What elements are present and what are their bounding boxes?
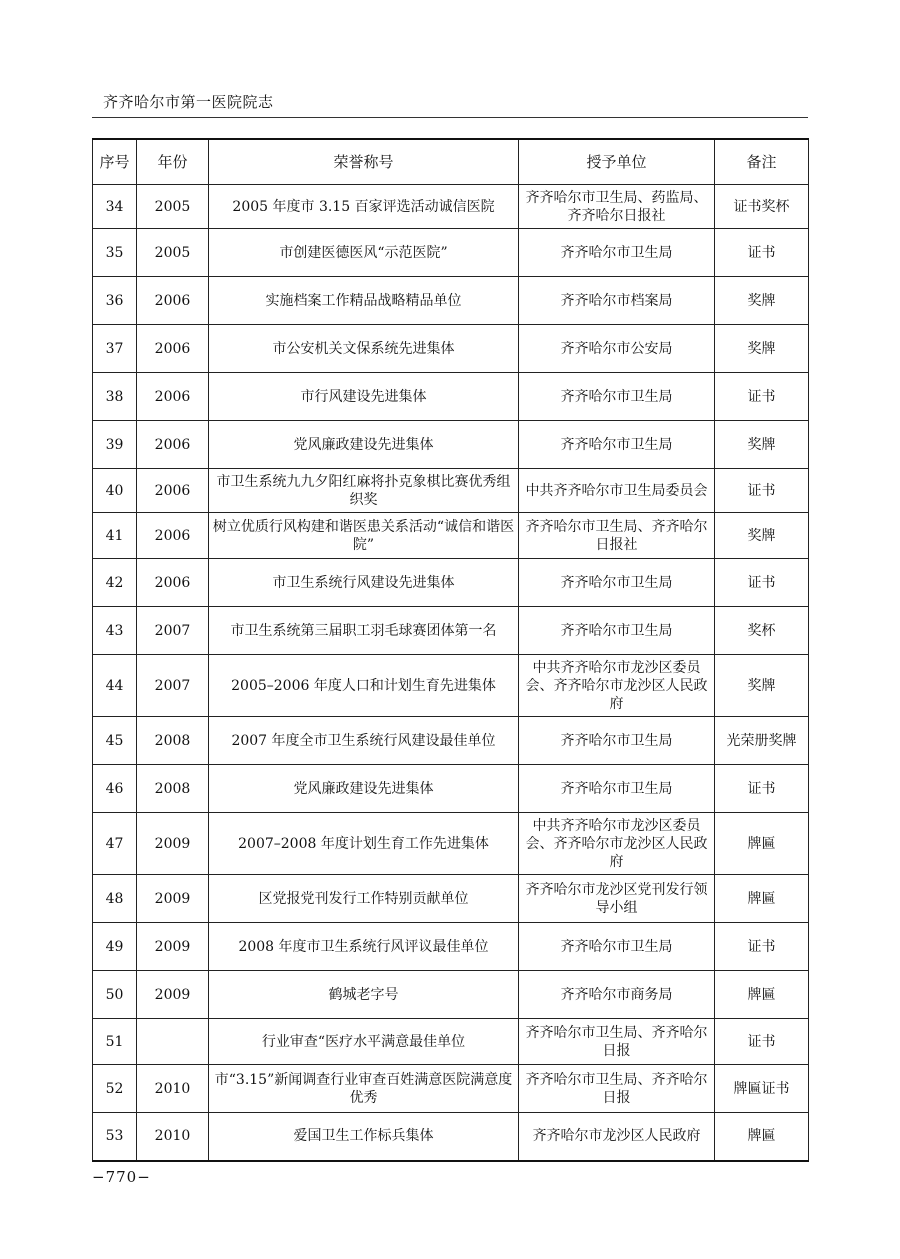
cell-year: 2007 [137,655,209,717]
cell-note: 奖杯 [715,607,809,655]
cell-note: 牌匾证书 [715,1065,809,1113]
cell-issuer: 齐齐哈尔市卫生局 [519,765,715,813]
cell-note: 奖牌 [715,421,809,469]
cell-honor: 2008 年度市卫生系统行风评议最佳单位 [209,923,519,971]
cell-year: 2006 [137,325,209,373]
cell-year: 2006 [137,421,209,469]
col-header-index: 序号 [93,139,137,185]
cell-note: 奖牌 [715,655,809,717]
table-row [93,655,809,717]
table-row [93,421,809,469]
cell-issuer: 中共齐齐哈尔市龙沙区委员会、齐齐哈尔市龙沙区人民政府 [519,813,715,875]
table-row [93,813,809,875]
cell-issuer: 齐齐哈尔市卫生局、齐齐哈尔日报社 [519,513,715,559]
cell-note: 证书 [715,765,809,813]
table-row [93,185,809,229]
cell-honor: 行业审查“医疗水平满意最佳单位 [209,1019,519,1065]
table-row [93,373,809,421]
table-row [93,923,809,971]
cell-year: 2006 [137,513,209,559]
cell-note: 证书 [715,469,809,513]
cell-year: 2007 [137,607,209,655]
cell-index: 34 [93,185,137,229]
cell-issuer: 齐齐哈尔市卫生局 [519,373,715,421]
cell-index: 51 [93,1019,137,1065]
table-row [93,469,809,513]
cell-issuer: 齐齐哈尔市卫生局、齐齐哈尔日报 [519,1019,715,1065]
cell-index: 36 [93,277,137,325]
cell-index: 35 [93,229,137,277]
cell-index: 47 [93,813,137,875]
cell-issuer: 齐齐哈尔市卫生局 [519,717,715,765]
cell-index: 43 [93,607,137,655]
cell-note: 证书 [715,559,809,607]
cell-year: 2009 [137,875,209,923]
cell-year: 2008 [137,717,209,765]
col-header-honor: 荣誉称号 [209,139,519,185]
table-row [93,229,809,277]
cell-year: 2009 [137,923,209,971]
cell-honor: 2005–2006 年度人口和计划生育先进集体 [209,655,519,717]
cell-index: 41 [93,513,137,559]
cell-note: 奖牌 [715,325,809,373]
cell-note: 证书 [715,1019,809,1065]
cell-index: 42 [93,559,137,607]
header-rule [92,117,808,118]
table-row [93,325,809,373]
cell-honor: 2005 年度市 3.15 百家评选活动诚信医院 [209,185,519,229]
cell-index: 50 [93,971,137,1019]
cell-note: 光荣册奖牌 [715,717,809,765]
cell-honor: 市创建医德医风“示范医院” [209,229,519,277]
table-row [93,971,809,1019]
table-row [93,765,809,813]
cell-honor: 党风廉政建设先进集体 [209,765,519,813]
cell-year: 2006 [137,559,209,607]
cell-note: 牌匾 [715,875,809,923]
cell-year: 2010 [137,1113,209,1161]
cell-issuer: 齐齐哈尔市档案局 [519,277,715,325]
cell-note: 证书 [715,923,809,971]
cell-year: 2006 [137,277,209,325]
cell-note: 牌匾 [715,971,809,1019]
cell-index: 40 [93,469,137,513]
cell-index: 48 [93,875,137,923]
cell-year: 2006 [137,469,209,513]
cell-honor: 鹤城老字号 [209,971,519,1019]
cell-honor: 爱国卫生工作标兵集体 [209,1113,519,1161]
cell-issuer: 齐齐哈尔市卫生局 [519,229,715,277]
cell-year: 2009 [137,813,209,875]
table-row [93,513,809,559]
cell-year: 2009 [137,971,209,1019]
cell-issuer: 齐齐哈尔市龙沙区人民政府 [519,1113,715,1161]
cell-issuer: 齐齐哈尔市卫生局 [519,923,715,971]
cell-issuer: 齐齐哈尔市卫生局 [519,607,715,655]
col-header-year: 年份 [137,139,209,185]
cell-index: 45 [93,717,137,765]
cell-year: 2010 [137,1065,209,1113]
col-header-issuer: 授予单位 [519,139,715,185]
cell-index: 52 [93,1065,137,1113]
table-body [93,185,809,1161]
cell-year: 2006 [137,373,209,421]
col-header-note: 备注 [715,139,809,185]
cell-issuer: 齐齐哈尔市卫生局 [519,559,715,607]
cell-honor: 市“3.15”新闻调查行业审查百姓满意医院满意度优秀 [209,1065,519,1113]
cell-honor: 市公安机关文保系统先进集体 [209,325,519,373]
table-row [93,875,809,923]
cell-note: 牌匾 [715,813,809,875]
cell-year: 2008 [137,765,209,813]
cell-issuer: 齐齐哈尔市卫生局、药监局、齐齐哈尔日报社 [519,185,715,229]
cell-index: 37 [93,325,137,373]
cell-index: 46 [93,765,137,813]
table-row [93,1113,809,1161]
cell-honor: 区党报党刊发行工作特别贡献单位 [209,875,519,923]
cell-honor: 市卫生系统行风建设先进集体 [209,559,519,607]
cell-honor: 实施档案工作精品战略精品单位 [209,277,519,325]
cell-issuer: 齐齐哈尔市卫生局、齐齐哈尔日报 [519,1065,715,1113]
cell-note: 牌匾 [715,1113,809,1161]
cell-index: 44 [93,655,137,717]
cell-honor: 树立优质行风构建和谐医患关系活动“诚信和谐医院” [209,513,519,559]
cell-index: 39 [93,421,137,469]
cell-honor: 2007–2008 年度计划生育工作先进集体 [209,813,519,875]
cell-note: 证书奖杯 [715,185,809,229]
cell-note: 证书 [715,229,809,277]
cell-index: 49 [93,923,137,971]
cell-year: 2005 [137,229,209,277]
cell-issuer: 齐齐哈尔市商务局 [519,971,715,1019]
cell-index: 53 [93,1113,137,1161]
table-row [93,559,809,607]
cell-note: 奖牌 [715,513,809,559]
cell-issuer: 齐齐哈尔市龙沙区党刊发行领导小组 [519,875,715,923]
table-row [93,607,809,655]
page-number: −770− [92,1168,151,1186]
table-header-row [93,139,809,185]
book-title: 齐齐哈尔市第一医院院志 [103,93,274,111]
cell-issuer: 齐齐哈尔市卫生局 [519,421,715,469]
table-row [93,1019,809,1065]
cell-year [137,1019,209,1065]
cell-issuer: 中共齐齐哈尔市卫生局委员会 [519,469,715,513]
cell-honor: 市行风建设先进集体 [209,373,519,421]
table-row [93,717,809,765]
cell-note: 证书 [715,373,809,421]
honors-table [92,138,809,1162]
cell-issuer: 中共齐齐哈尔市龙沙区委员会、齐齐哈尔市龙沙区人民政府 [519,655,715,717]
cell-honor: 市卫生系统九九夕阳红麻将扑克象棋比赛优秀组织奖 [209,469,519,513]
cell-year: 2005 [137,185,209,229]
cell-index: 38 [93,373,137,421]
cell-honor: 市卫生系统第三届职工羽毛球赛团体第一名 [209,607,519,655]
cell-honor: 党风廉政建设先进集体 [209,421,519,469]
cell-note: 奖牌 [715,277,809,325]
table-row [93,1065,809,1113]
cell-honor: 2007 年度全市卫生系统行风建设最佳单位 [209,717,519,765]
table-row [93,277,809,325]
cell-issuer: 齐齐哈尔市公安局 [519,325,715,373]
